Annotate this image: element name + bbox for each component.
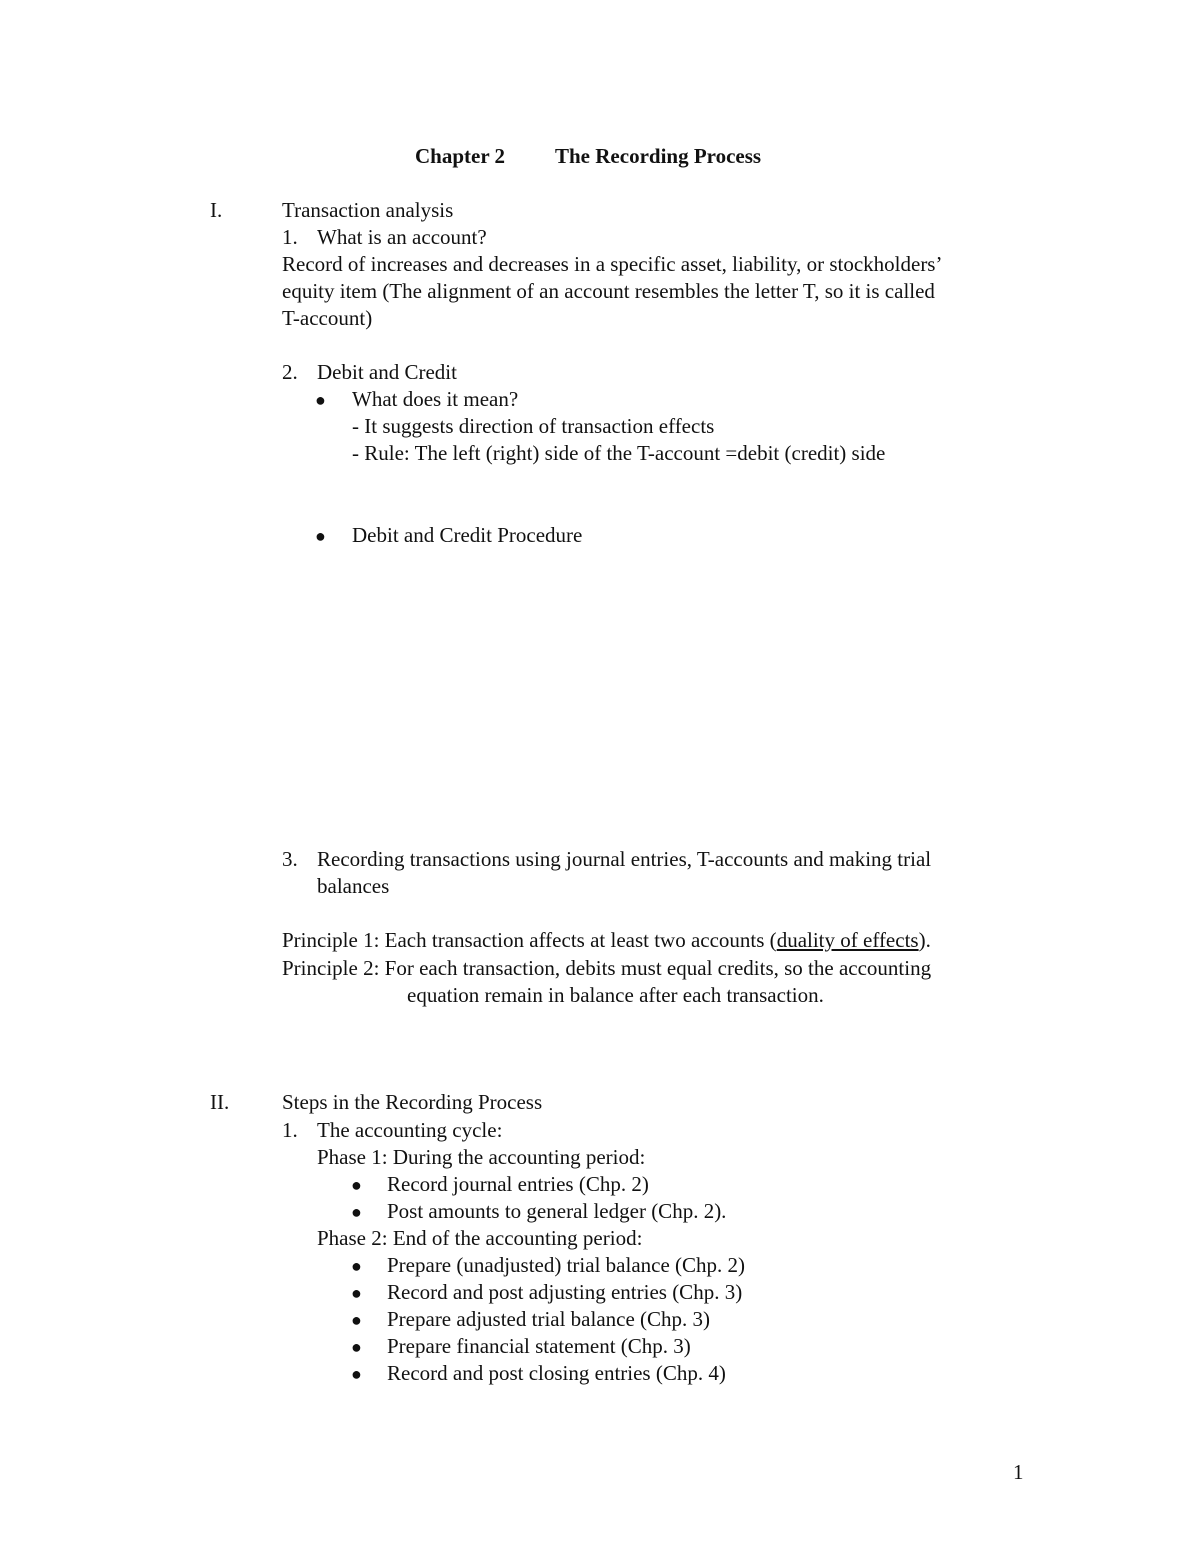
page-title: The Recording Process <box>555 144 762 168</box>
item-1-body-line: T-account) <box>282 306 373 330</box>
item-1-body-line: Record of increases and decreases in a specific asset, liability, or stockholders’ <box>282 252 943 276</box>
section-2-item-1-heading: The accounting cycle: <box>317 1118 503 1142</box>
bullet-icon: ● <box>351 1175 362 1195</box>
bullet-icon: ● <box>351 1310 362 1330</box>
section-1-numeral: I. <box>210 198 223 222</box>
phase-2-step: Prepare adjusted trial balance (Chp. 3) <box>387 1307 711 1331</box>
phase-2-step: Prepare (unadjusted) trial balance (Chp. 2) <box>387 1253 746 1277</box>
bullet-icon: ● <box>315 390 326 410</box>
page-number: 1 <box>1013 1460 1024 1484</box>
bullet-icon: ● <box>351 1364 362 1384</box>
item-1-number: 1. <box>282 225 298 249</box>
section-2-item-1-number: 1. <box>282 1118 298 1142</box>
principle-1-emphasis: duality of effects <box>776 928 919 952</box>
bullet-icon: ● <box>351 1256 362 1276</box>
phase-1-step: Post amounts to general ledger (Chp. 2). <box>387 1199 727 1223</box>
principle-2-line: equation remain in balance after each transaction. <box>407 983 824 1007</box>
section-2-numeral: II. <box>210 1090 230 1114</box>
sub-point: - Rule: The left (right) side of the T-account =debit (credit) side <box>352 441 886 465</box>
item-2-heading: Debit and Credit <box>317 360 457 384</box>
bullet-debit-credit-procedure: Debit and Credit Procedure <box>352 523 583 547</box>
section-2-heading: Steps in the Recording Process <box>282 1090 543 1114</box>
bullet-icon: ● <box>351 1337 362 1357</box>
chapter-label: Chapter 2 <box>415 144 506 168</box>
item-3-line: balances <box>317 874 390 898</box>
phase-2-step: Record and post closing entries (Chp. 4) <box>387 1361 726 1385</box>
bullet-what-does-it-mean: What does it mean? <box>352 387 519 411</box>
bullet-icon: ● <box>351 1283 362 1303</box>
section-1-heading: Transaction analysis <box>282 198 454 222</box>
phase-2-step: Prepare financial statement (Chp. 3) <box>387 1334 691 1358</box>
phase-2-step: Record and post adjusting entries (Chp. 3) <box>387 1280 743 1304</box>
bullet-icon: ● <box>315 526 326 546</box>
principle-1-suffix: ). <box>918 928 931 952</box>
principle-1 <box>282 930 931 951</box>
item-1-question: What is an account? <box>317 225 487 249</box>
bullet-icon: ● <box>351 1202 362 1222</box>
principle-2-line: Principle 2: For each transaction, debits must equal credits, so the accounting <box>282 956 932 980</box>
item-3-number: 3. <box>282 847 298 871</box>
phase-1-label: Phase 1: During the accounting period: <box>317 1145 646 1169</box>
principle-1-prefix: Principle 1: Each transaction affects at least two accounts ( <box>282 928 777 952</box>
item-3-line: Recording transactions using journal entries, T-accounts and making trial <box>317 847 932 871</box>
phase-1-step: Record journal entries (Chp. 2) <box>387 1172 649 1196</box>
item-1-body-line: equity item (The alignment of an account resembles the letter T, so it is called <box>282 279 935 303</box>
sub-point: - It suggests direction of transaction effects <box>352 414 715 438</box>
item-2-number: 2. <box>282 360 298 384</box>
phase-2-label: Phase 2: End of the accounting period: <box>317 1226 643 1250</box>
